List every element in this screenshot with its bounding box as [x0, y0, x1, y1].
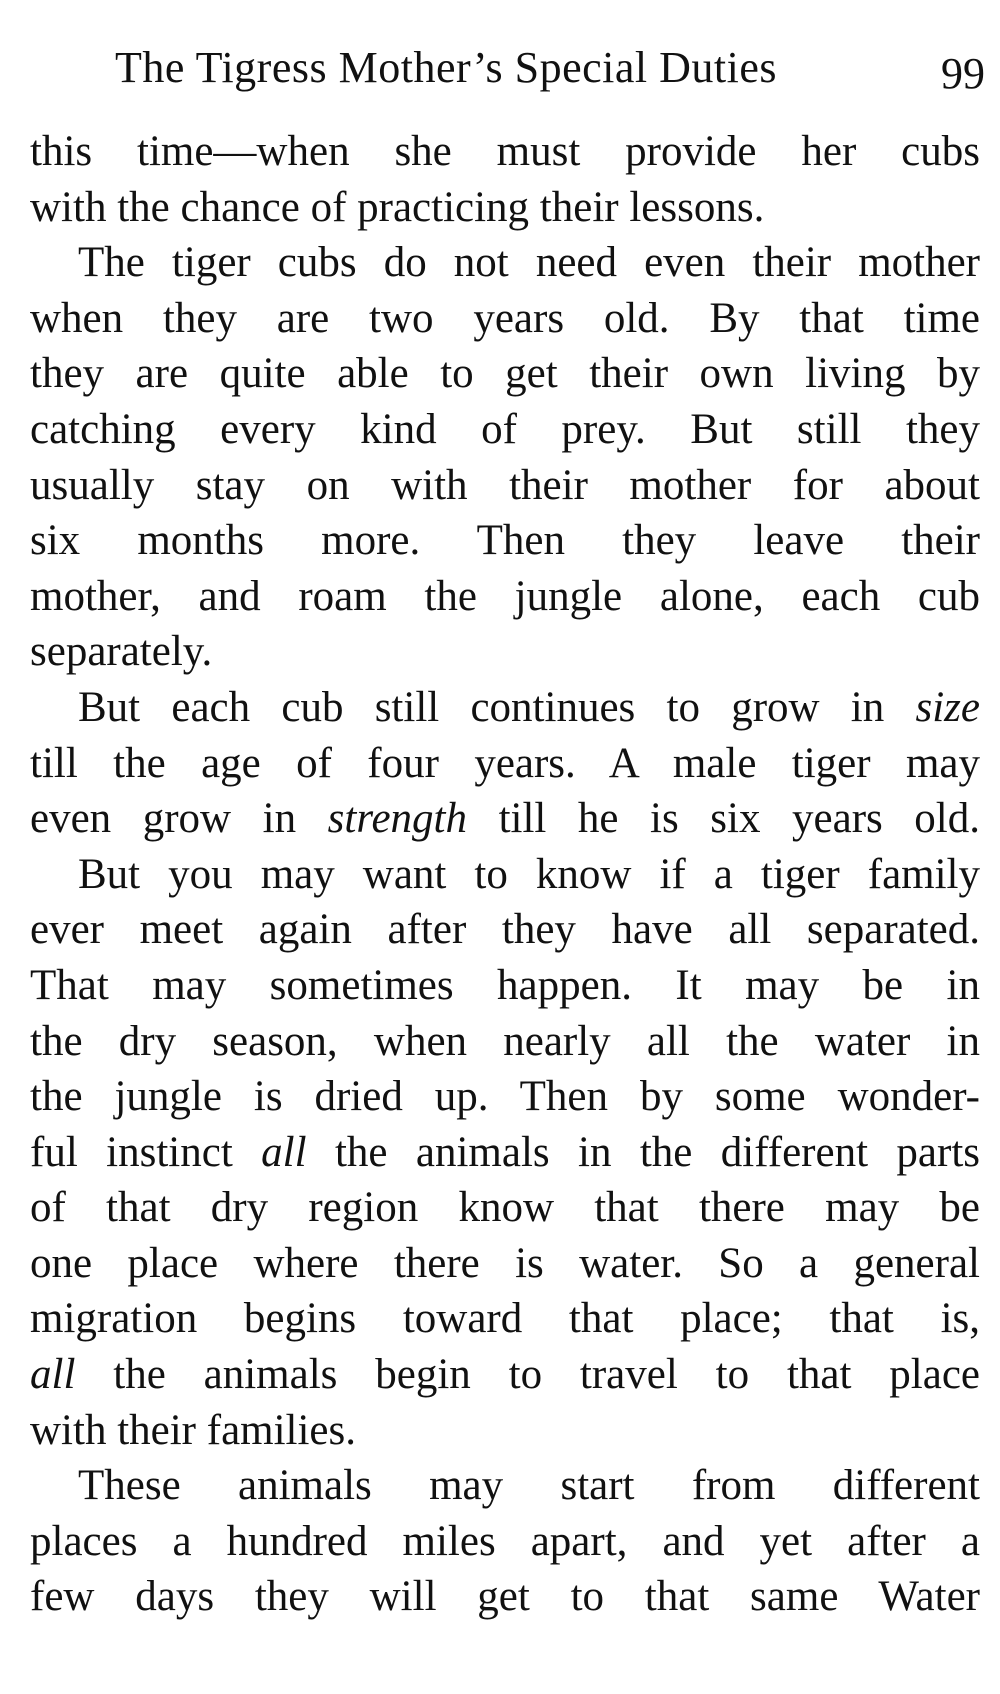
text-line	[30, 1347, 980, 1403]
text-run: But each cub still continues to grow in	[78, 683, 916, 731]
page-number: 99	[941, 49, 985, 98]
running-head: The Tigress Mother’s Special Duties	[115, 43, 777, 92]
text-line: These animals may start from different	[78, 1462, 980, 1510]
text-line: six months more. Then they leave their	[30, 517, 980, 565]
paragraph	[30, 847, 980, 1459]
text-line: usually stay on with their mother for about	[30, 461, 980, 509]
text-line: of that dry region know that there may be	[30, 1184, 980, 1232]
text-line: mother, and roam the jungle alone, each cub	[30, 572, 980, 620]
text-line	[30, 1125, 980, 1181]
text-line	[30, 680, 980, 736]
text-run: the animals begin to travel to that place	[75, 1351, 980, 1399]
text-line: one place where there is water. So a general	[30, 1239, 980, 1287]
text-line: That may sometimes happen. It may be in	[30, 961, 980, 1009]
text-run: even grow in	[30, 795, 328, 843]
text-run: till he is six years old.	[467, 795, 980, 843]
text-line: this time—when she must provide her cubs	[30, 128, 980, 175]
paragraph	[30, 1458, 980, 1625]
text-line: places a hundred miles apart, and yet after a	[30, 1517, 980, 1565]
text-line: ever meet again after they have all separated.	[30, 906, 980, 954]
italic-word: strength	[327, 795, 468, 843]
text-line: when they are two years old. By that time	[30, 294, 980, 342]
text-line: with the chance of practicing their lessons.	[30, 183, 765, 231]
text-line: they are quite able to get their own living by	[30, 350, 980, 398]
text-run: ful instinct	[30, 1128, 262, 1176]
paragraph	[30, 124, 980, 235]
text-line: The tiger cubs do not need even their mother	[78, 239, 980, 287]
text-line: migration begins toward that place; that is,	[30, 1295, 980, 1343]
page-header	[115, 38, 985, 98]
paragraph	[30, 235, 980, 680]
text-line: But you may want to know if a tiger family	[78, 850, 980, 898]
italic-word: all	[261, 1128, 307, 1176]
italic-word: all	[30, 1351, 76, 1399]
body-text	[30, 124, 980, 1625]
text-line: the dry season, when nearly all the water in	[30, 1017, 980, 1065]
text-line: few days they will get to that same Water	[30, 1573, 980, 1621]
text-line	[30, 791, 980, 847]
text-line: with their families.	[30, 1406, 357, 1454]
paragraph	[30, 680, 980, 847]
text-line: till the age of four years. A male tiger may	[30, 739, 980, 787]
text-line: separately.	[30, 628, 213, 676]
italic-word: size	[915, 683, 980, 731]
text-line: the jungle is dried up. Then by some wonder-	[30, 1073, 980, 1121]
text-run: the animals in the different parts	[306, 1128, 980, 1176]
text-line: catching every kind of prey. But still they	[30, 405, 980, 453]
